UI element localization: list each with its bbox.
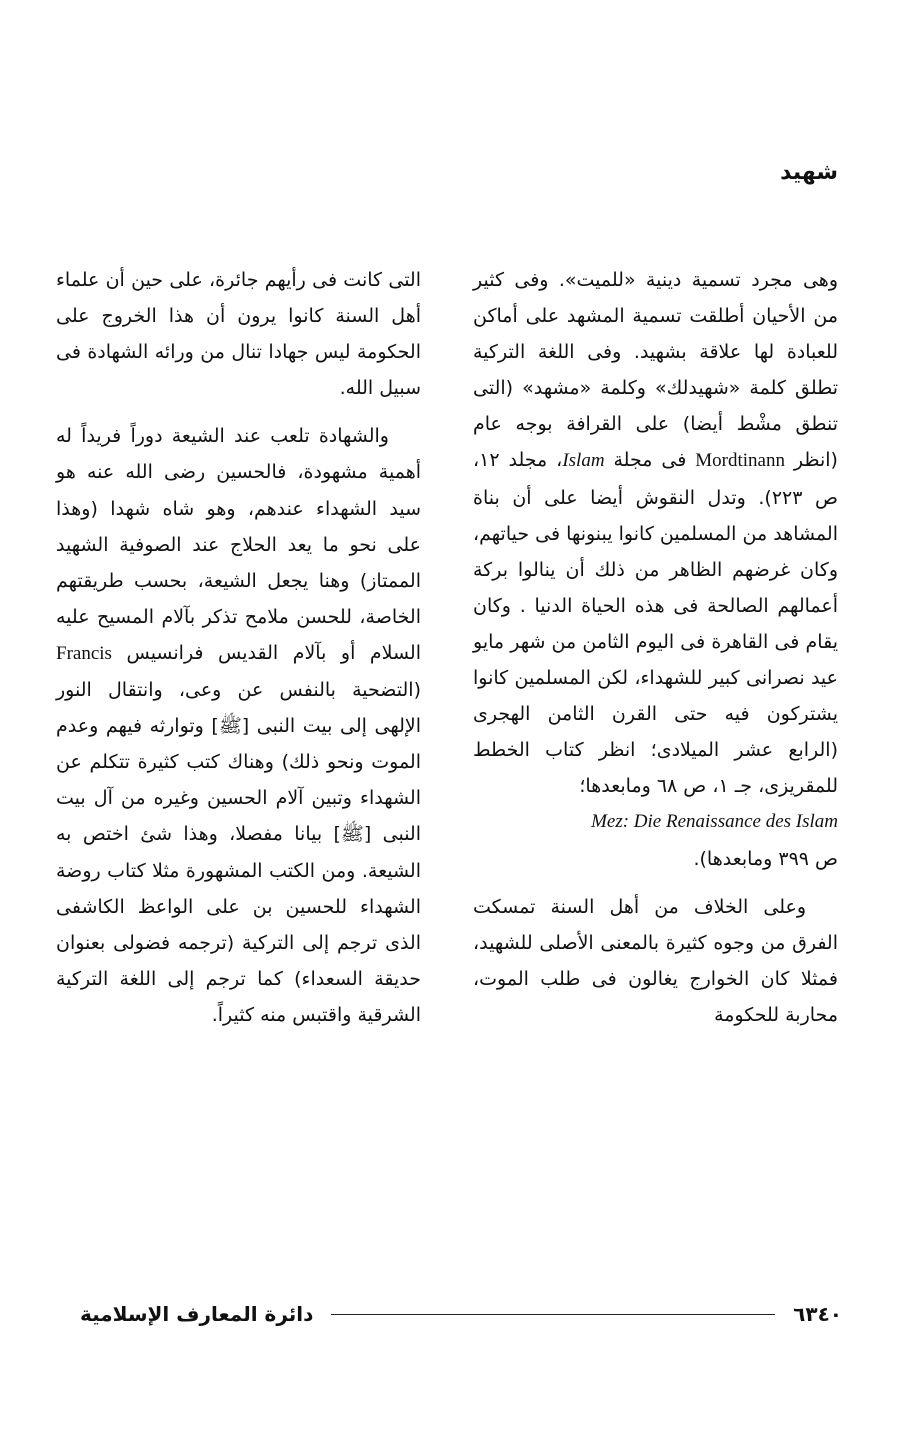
mez-reference-text: Mez: Die Renaissance des Islam — [591, 811, 838, 833]
left-column — [56, 262, 421, 1045]
right-p1-text-d: ص ٣٩٩ ومابعدها). — [693, 847, 838, 870]
left-paragraph-1: التى كانت فى رأيهم جائرة، على حين أن علماء أهل السنة كانوا يرون أن هذا الخروج على الحكومة ليس جهادا تنال من ورائه الشهادة فى سبيل الله. — [56, 269, 421, 400]
mez-reference — [473, 804, 838, 840]
left-paragraph-2 — [56, 418, 421, 1033]
page-footer — [80, 1296, 842, 1332]
mordtmann-name: Mordtinann — [695, 450, 785, 472]
right-paragraph-1 — [473, 262, 838, 877]
right-p1-text-b: فى مجلة — [613, 449, 687, 472]
right-p1-text-c: ، مجلد ١٢، ص ٢٢٣). وتدل النقوش أيضا على أن بناة المشاهد من المسلمين كانوا يبنونها فى حياتهم، وكان غرضهم الظاهر من ذلك أن ينالوا بركة أعمالهم الصالحة فى هذه الحياة الدنيا . وكان يقام فى القاهرة فى اليوم الثامن من شهر مايو عيد نصرانى كبير للشهداء، لكن المسلمين كانوا يشتركون فيه حتى القرن الثامن الهجرى (الرابع عشر الميلادى؛ انظر كتاب الخطط للمقريزى، جـ ١، ص ٦٨ ومابعدها؛ — [473, 449, 838, 798]
running-head: شهيد — [780, 160, 838, 185]
page-number: ٦٣٤٠ — [793, 1302, 842, 1326]
right-column — [473, 262, 838, 1045]
islam-journal-name: Islam — [562, 450, 605, 472]
left-p2-text-b: (التضحية بالنفس عن وعى، وانتقال النور الإلهى إلى بيت النبى [ﷺ] وتوارثه فيهم وعدم الموت ونحو ذلك) وهناك كتب كثيرة تتكلم عن الشهداء وتبين آلام الحسين وغيره من آل بيت النبى [ﷺ] بيانا مفصلا، وهذا شئ اختص به الشيعة. ومن الكتب المشهورة مثلا كتاب روضة الشهداء للحسين بن على الواعظ الكاشفى الذى ترجم إلى التركية (ترجمه فضولى بعنوان حديقة السعداء) كما ترجم إلى اللغة التركية الشرقية واقتبس منه كثيراً. — [56, 679, 421, 1026]
right-p1-text-a: وهى مجرد تسمية دينية «للميت». وفى كثير من الأحيان أطلقت تسمية المشهد على أماكن للعبادة لها علاقة بشهيد. وفى اللغة التركية تطلق كلمة «شهيدلك» وكلمة «مشهد» (التى تنطق مشْط أيضا) على القرافة بوجه عام (انظر — [473, 269, 838, 472]
francis-name: Francis — [56, 642, 112, 664]
right-paragraph-2: وعلى الخلاف من أهل السنة تمسكت الفرق من وجوه كثيرة بالمعنى الأصلى للشهيد، فمثلا كان الخوارج يغالون فى طلب الموت، محاربة للحكومة — [473, 895, 838, 1026]
footer-rule — [331, 1314, 775, 1315]
publication-title: دائرة المعارف الإسلامية — [80, 1302, 314, 1326]
left-p2-text-a: والشهادة تلعب عند الشيعة دوراً فريداً له أهمية مشهودة، فالحسين رضى الله عنه هو سيد الشهداء عندهم، وهو شاه شهدا (وهذا على نحو ما يعد الحلاج عند الصوفية الشهيد الممتاز) وهنا يجعل الشيعة، بحسب طريقتهم الخاصة، للحسن ملامح تذكر بآلام المسيح عليه السلام أو بآلام القديس فرانسيس — [56, 425, 421, 664]
